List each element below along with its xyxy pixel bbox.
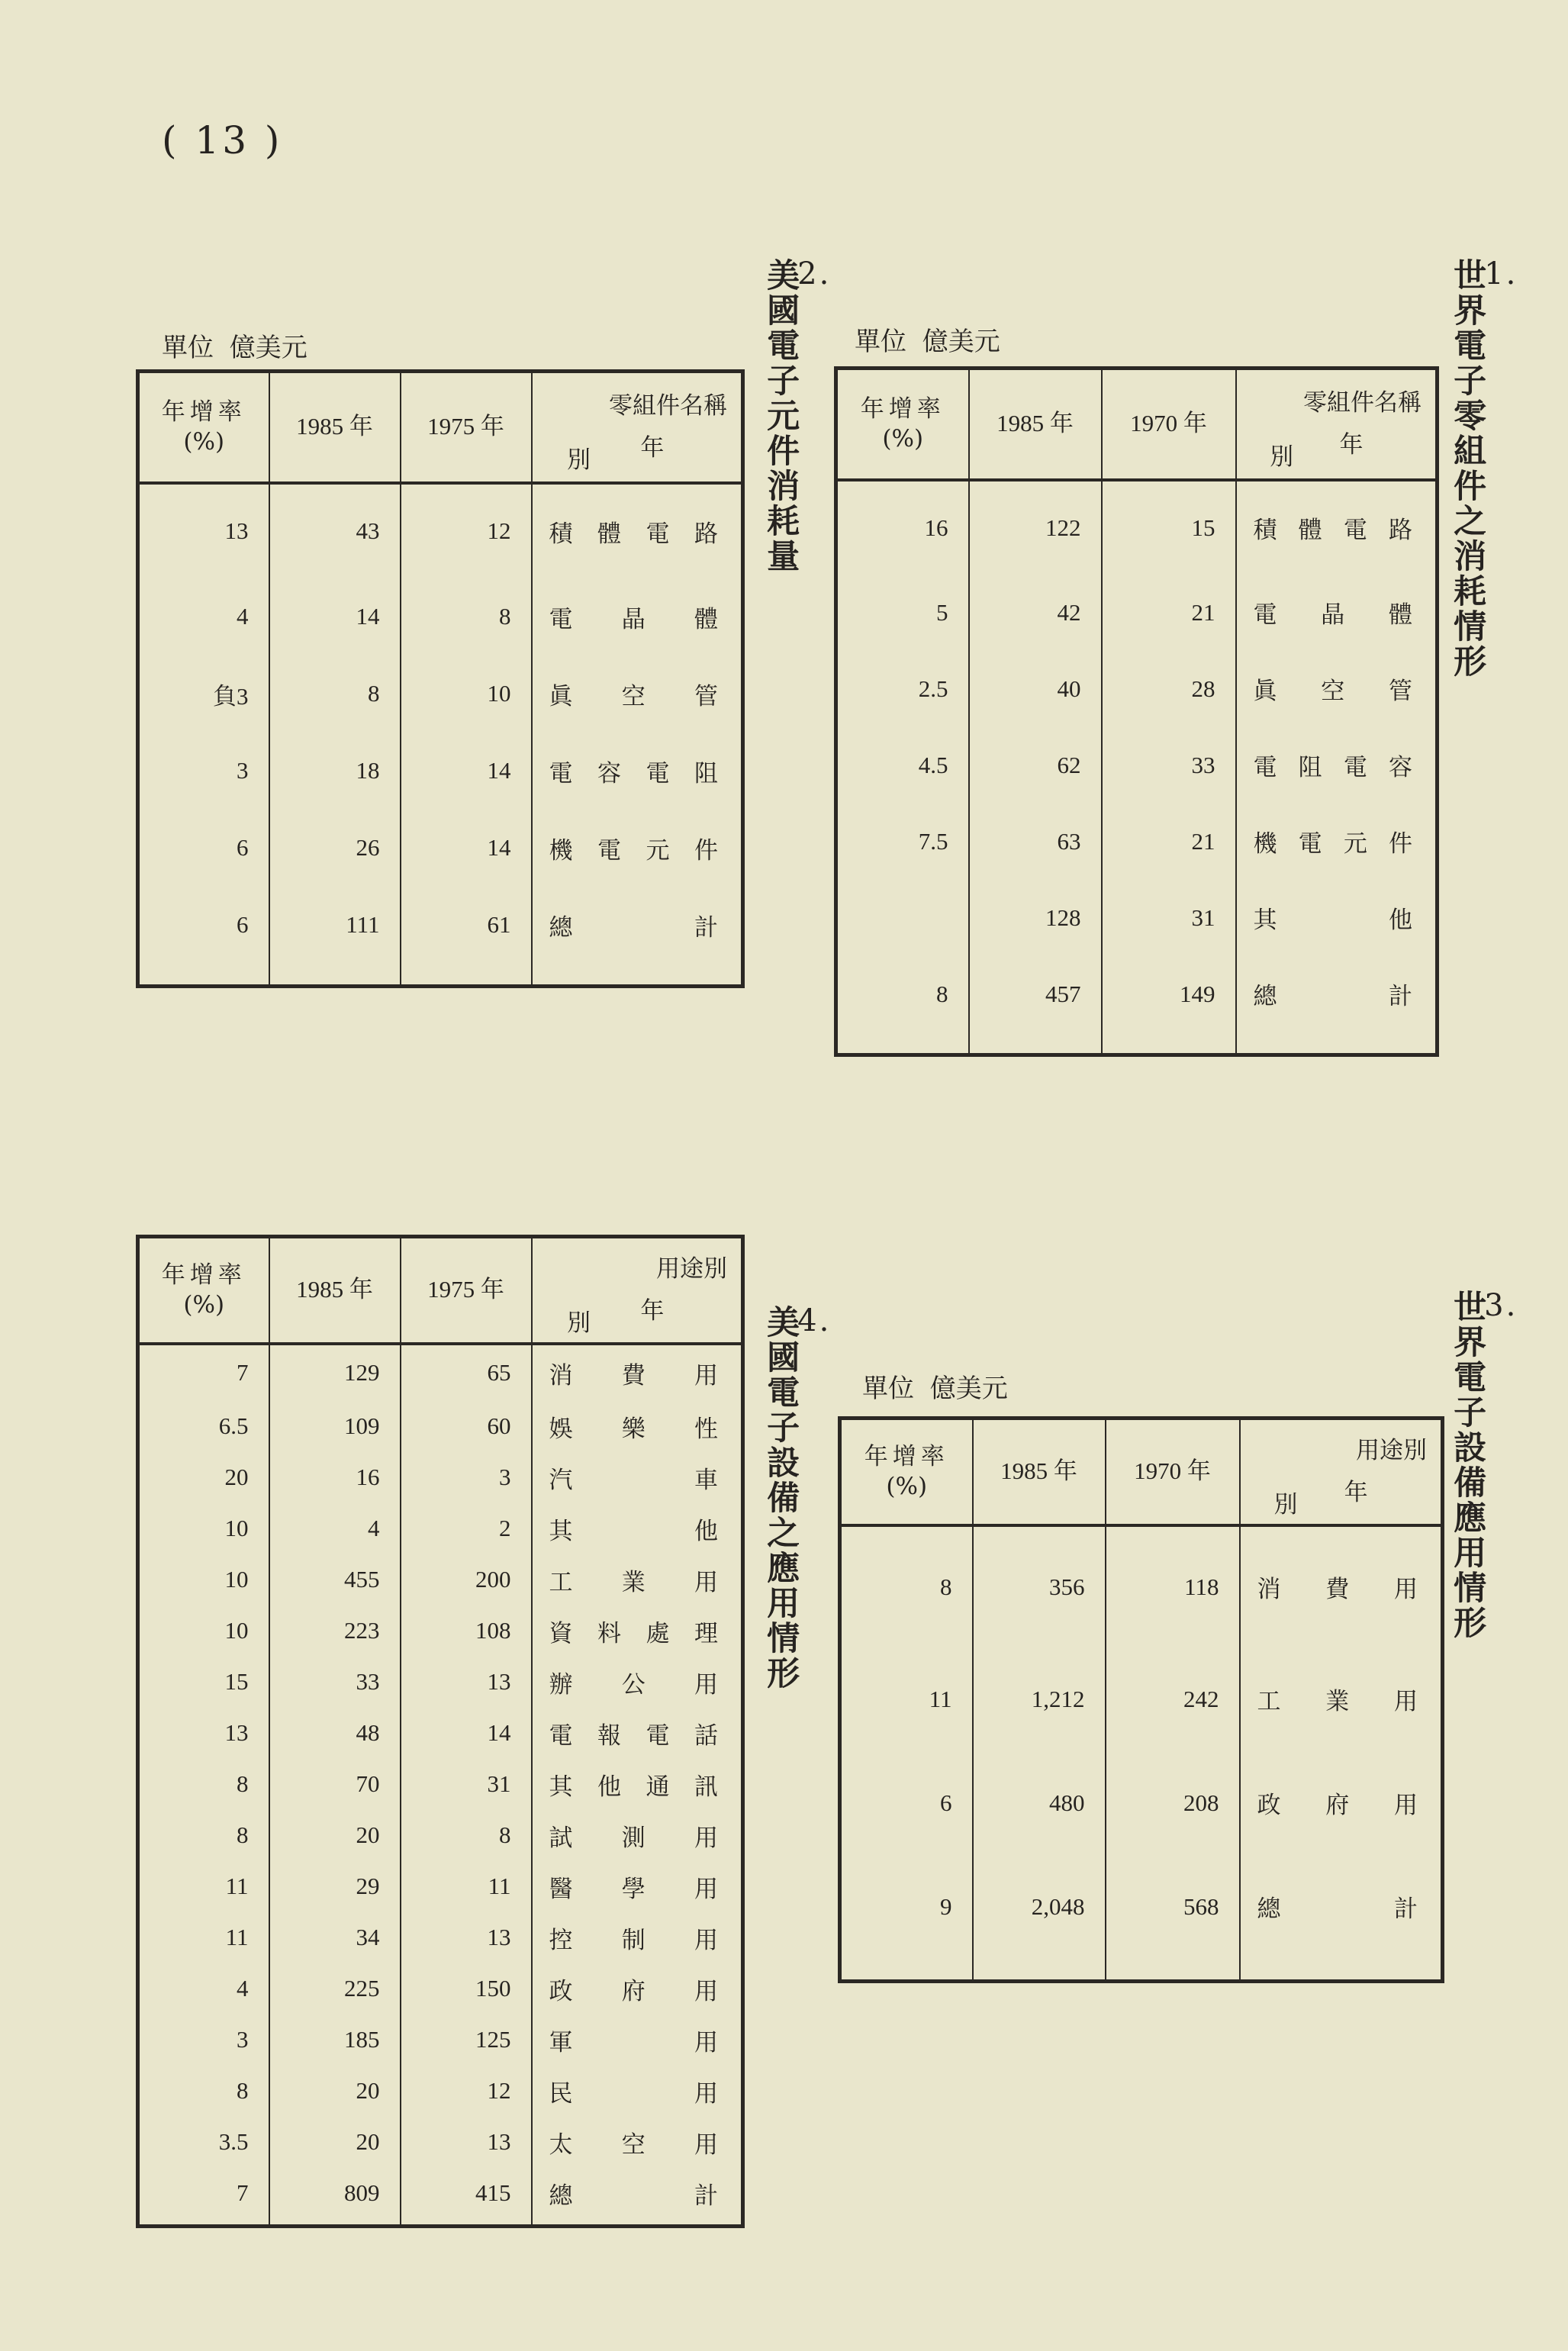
rate-header: 年增率 (%) (138, 1237, 269, 1344)
rate-cell: 16 (836, 480, 969, 575)
table-row (138, 1963, 743, 2014)
table-row (138, 1605, 743, 1657)
value-base-year-cell: 31 (401, 1759, 532, 1810)
empty-cell (269, 964, 401, 987)
name-cell: 軍用 (532, 2014, 743, 2066)
name-cell: 資料處理 (532, 1605, 743, 1657)
table-padding-row (138, 2219, 743, 2227)
year-1975-header: 1975 年 (401, 1237, 532, 1344)
section4-title: 4. 美國電子設備之應用情形 (761, 1303, 832, 1691)
section1-number: 1. (1484, 256, 1518, 291)
value-1985-cell: 122 (969, 480, 1102, 575)
section3-title: 3. 世界電子設備應用情形 (1448, 1288, 1518, 1641)
name-cell: 政府用 (532, 1963, 743, 2014)
name-cell: 總計 (1236, 956, 1438, 1032)
table-row (138, 1708, 743, 1759)
section4-rows (138, 1344, 743, 2227)
table-row (138, 1401, 743, 1452)
name-cell: 機電元件 (1236, 804, 1438, 880)
table-padding-row (836, 1032, 1438, 1055)
table-row (840, 1751, 1443, 1855)
empty-cell (836, 1032, 969, 1055)
rate-header: 年增率 (%) (840, 1419, 973, 1525)
name-cell: 消費用 (532, 1344, 743, 1401)
name-cell: 其他通訊 (532, 1759, 743, 1810)
value-1985-cell: 48 (269, 1708, 401, 1759)
name-cell: 總計 (532, 887, 743, 964)
value-base-year-cell: 8 (401, 578, 532, 655)
value-1985-cell: 129 (269, 1344, 401, 1401)
table-row (138, 2014, 743, 2066)
value-1985-cell: 16 (269, 1452, 401, 1503)
table-row (138, 655, 743, 733)
rate-header: 年增率 (%) (836, 369, 969, 480)
value-1985-cell: 14 (269, 578, 401, 655)
part-name-header: 年 別 零組件名稱 (1236, 369, 1438, 480)
value-base-year-cell: 61 (401, 887, 532, 964)
section1-title: 1. 世界電子零組件之消耗情形 (1448, 256, 1518, 679)
value-1985-cell: 29 (269, 1861, 401, 1912)
value-base-year-cell: 125 (401, 2014, 532, 2066)
value-1985-cell: 185 (269, 2014, 401, 2066)
name-cell: 其他 (1236, 880, 1438, 956)
table-row (138, 578, 743, 655)
value-1985-cell: 8 (269, 655, 401, 733)
table-row (138, 1452, 743, 1503)
name-cell: 積體電路 (532, 483, 743, 578)
year-1975-header: 1975 年 (401, 372, 532, 483)
name-cell: 民用 (532, 2066, 743, 2117)
rate-cell: 6 (840, 1751, 973, 1855)
value-1985-cell: 1,212 (973, 1647, 1106, 1751)
year-1985-header: 1985 年 (969, 369, 1102, 480)
rate-cell: 10 (138, 1503, 269, 1554)
section2-number: 2. (797, 256, 832, 291)
value-1985-cell: 34 (269, 1912, 401, 1963)
empty-cell (138, 2219, 269, 2227)
use-header: 年 別 用途別 (1240, 1419, 1443, 1525)
table-row (138, 1503, 743, 1554)
page-number: ( 13 ) (162, 118, 283, 163)
name-cell: 太空用 (532, 2117, 743, 2168)
value-1985-cell: 457 (969, 956, 1102, 1032)
section1-unit: 單位 億美元 (855, 327, 1000, 357)
name-cell: 試測用 (532, 1810, 743, 1861)
table-row (836, 480, 1438, 575)
rate-cell (836, 880, 969, 956)
name-cell: 工業用 (1240, 1647, 1443, 1751)
name-cell: 娛樂性 (532, 1401, 743, 1452)
table-row (138, 733, 743, 810)
rate-cell: 4 (138, 578, 269, 655)
value-base-year-cell: 568 (1106, 1855, 1240, 1959)
value-1985-cell: 111 (269, 887, 401, 964)
value-base-year-cell: 13 (401, 1657, 532, 1708)
table-row (138, 2066, 743, 2117)
value-1985-cell: 455 (269, 1554, 401, 1605)
value-1985-cell: 128 (969, 880, 1102, 956)
name-cell: 總計 (532, 2168, 743, 2219)
rate-cell: 15 (138, 1657, 269, 1708)
rate-cell: 11 (840, 1647, 973, 1751)
value-base-year-cell: 2 (401, 1503, 532, 1554)
value-1985-cell: 223 (269, 1605, 401, 1657)
empty-cell (1102, 1032, 1236, 1055)
value-1985-cell: 225 (269, 1963, 401, 2014)
value-base-year-cell: 12 (401, 2066, 532, 2117)
value-base-year-cell: 14 (401, 1708, 532, 1759)
value-base-year-cell: 242 (1106, 1647, 1240, 1751)
table-row (138, 1810, 743, 1861)
rate-cell: 3 (138, 2014, 269, 2066)
table-row (836, 651, 1438, 727)
table-row (836, 575, 1438, 651)
value-base-year-cell: 149 (1102, 956, 1236, 1032)
rate-cell: 11 (138, 1861, 269, 1912)
section4-number: 4. (797, 1303, 832, 1338)
table-row (138, 2117, 743, 2168)
section2-rows (138, 483, 743, 987)
rate-cell: 10 (138, 1554, 269, 1605)
value-base-year-cell: 12 (401, 483, 532, 578)
rate-cell: 6 (138, 887, 269, 964)
name-cell: 眞空管 (532, 655, 743, 733)
value-base-year-cell: 208 (1106, 1751, 1240, 1855)
table-row (138, 2168, 743, 2219)
table-padding-row (840, 1959, 1443, 1982)
table-row (836, 956, 1438, 1032)
rate-cell: 13 (138, 1708, 269, 1759)
value-base-year-cell: 13 (401, 2117, 532, 2168)
name-cell: 汽車 (532, 1452, 743, 1503)
empty-cell (532, 964, 743, 987)
value-1985-cell: 40 (969, 651, 1102, 727)
value-base-year-cell: 21 (1102, 575, 1236, 651)
value-base-year-cell: 200 (401, 1554, 532, 1605)
name-cell: 積體電路 (1236, 480, 1438, 575)
value-base-year-cell: 10 (401, 655, 532, 733)
value-1985-cell: 20 (269, 2066, 401, 2117)
table-row (836, 727, 1438, 804)
value-1985-cell: 43 (269, 483, 401, 578)
year-1985-header: 1985 年 (269, 372, 401, 483)
table-row (138, 1912, 743, 1963)
section3-rows (840, 1525, 1443, 1982)
value-1985-cell: 18 (269, 733, 401, 810)
table-row (138, 1344, 743, 1401)
table-row (138, 810, 743, 887)
rate-cell: 8 (138, 1759, 269, 1810)
rate-cell: 8 (138, 1810, 269, 1861)
year-1970-header: 1970 年 (1102, 369, 1236, 480)
name-cell: 政府用 (1240, 1751, 1443, 1855)
use-header: 年 別 用途別 (532, 1237, 743, 1344)
table-row (840, 1855, 1443, 1959)
value-base-year-cell: 118 (1106, 1525, 1240, 1647)
section4-table (136, 1235, 745, 2228)
value-1985-cell: 480 (973, 1751, 1106, 1855)
empty-cell (840, 1959, 973, 1982)
section2-table (136, 369, 745, 988)
empty-cell (401, 2219, 532, 2227)
value-1985-cell: 70 (269, 1759, 401, 1810)
table-row (840, 1647, 1443, 1751)
table-row (138, 1554, 743, 1605)
rate-cell: 7 (138, 2168, 269, 2219)
table-row (138, 887, 743, 964)
value-1985-cell: 26 (269, 810, 401, 887)
value-1985-cell: 20 (269, 2117, 401, 2168)
rate-cell: 10 (138, 1605, 269, 1657)
year-1970-header: 1970 年 (1106, 1419, 1240, 1525)
value-base-year-cell: 8 (401, 1810, 532, 1861)
empty-cell (969, 1032, 1102, 1055)
empty-cell (1240, 1959, 1443, 1982)
name-cell: 消費用 (1240, 1525, 1443, 1647)
empty-cell (1236, 1032, 1438, 1055)
empty-cell (532, 2219, 743, 2227)
rate-cell: 11 (138, 1912, 269, 1963)
value-1985-cell: 809 (269, 2168, 401, 2219)
rate-cell: 5 (836, 575, 969, 651)
name-cell: 其他 (532, 1503, 743, 1554)
empty-cell (973, 1959, 1106, 1982)
section2-unit: 單位 億美元 (162, 333, 307, 363)
rate-cell: 負3 (138, 655, 269, 733)
rate-cell: 6.5 (138, 1401, 269, 1452)
name-cell: 總計 (1240, 1855, 1443, 1959)
empty-cell (138, 964, 269, 987)
value-base-year-cell: 11 (401, 1861, 532, 1912)
value-base-year-cell: 150 (401, 1963, 532, 2014)
value-base-year-cell: 3 (401, 1452, 532, 1503)
table-row (840, 1525, 1443, 1647)
name-cell: 機電元件 (532, 810, 743, 887)
rate-cell: 8 (836, 956, 969, 1032)
name-cell: 電阻電容 (1236, 727, 1438, 804)
year-1985-header: 1985 年 (269, 1237, 401, 1344)
rate-cell: 4.5 (836, 727, 969, 804)
value-base-year-cell: 31 (1102, 880, 1236, 956)
value-base-year-cell: 60 (401, 1401, 532, 1452)
name-cell: 眞空管 (1236, 651, 1438, 727)
value-1985-cell: 62 (969, 727, 1102, 804)
name-cell: 電晶體 (1236, 575, 1438, 651)
rate-cell: 8 (840, 1525, 973, 1647)
rate-cell: 6 (138, 810, 269, 887)
section1-table (834, 366, 1439, 1057)
rate-cell: 9 (840, 1855, 973, 1959)
rate-cell: 20 (138, 1452, 269, 1503)
value-1985-cell: 42 (969, 575, 1102, 651)
value-base-year-cell: 14 (401, 733, 532, 810)
name-cell: 醫學用 (532, 1861, 743, 1912)
rate-cell: 7.5 (836, 804, 969, 880)
value-base-year-cell: 415 (401, 2168, 532, 2219)
value-1985-cell: 33 (269, 1657, 401, 1708)
value-base-year-cell: 21 (1102, 804, 1236, 880)
section1-rows (836, 480, 1438, 1055)
empty-cell (1106, 1959, 1240, 1982)
value-base-year-cell: 13 (401, 1912, 532, 1963)
name-cell: 工業用 (532, 1554, 743, 1605)
value-1985-cell: 2,048 (973, 1855, 1106, 1959)
empty-cell (401, 964, 532, 987)
name-cell: 辦公用 (532, 1657, 743, 1708)
year-1985-header: 1985 年 (973, 1419, 1106, 1525)
value-base-year-cell: 15 (1102, 480, 1236, 575)
table-row (138, 1657, 743, 1708)
name-cell: 控制用 (532, 1912, 743, 1963)
value-1985-cell: 109 (269, 1401, 401, 1452)
name-cell: 電容電阻 (532, 733, 743, 810)
rate-cell: 3 (138, 733, 269, 810)
part-name-header: 年 別 零組件名稱 (532, 372, 743, 483)
table-row (836, 880, 1438, 956)
rate-cell: 2.5 (836, 651, 969, 727)
value-base-year-cell: 28 (1102, 651, 1236, 727)
value-base-year-cell: 108 (401, 1605, 532, 1657)
rate-cell: 7 (138, 1344, 269, 1401)
value-1985-cell: 63 (969, 804, 1102, 880)
value-base-year-cell: 33 (1102, 727, 1236, 804)
rate-header: 年增率 (%) (138, 372, 269, 483)
table-row (138, 1759, 743, 1810)
rate-cell: 4 (138, 1963, 269, 2014)
empty-cell (269, 2219, 401, 2227)
rate-cell: 3.5 (138, 2117, 269, 2168)
table-row (836, 804, 1438, 880)
rate-cell: 13 (138, 483, 269, 578)
value-1985-cell: 356 (973, 1525, 1106, 1647)
section3-unit: 單位 億美元 (862, 1374, 1008, 1404)
table-row (138, 483, 743, 578)
section3-number: 3. (1484, 1288, 1518, 1323)
table-row (138, 1861, 743, 1912)
rate-cell: 8 (138, 2066, 269, 2117)
value-base-year-cell: 14 (401, 810, 532, 887)
section3-table (838, 1416, 1444, 1983)
name-cell: 電報電話 (532, 1708, 743, 1759)
value-1985-cell: 20 (269, 1810, 401, 1861)
name-cell: 電晶體 (532, 578, 743, 655)
table-padding-row (138, 964, 743, 987)
value-1985-cell: 4 (269, 1503, 401, 1554)
section2-title: 2. 美國電子元件消耗量 (761, 256, 832, 574)
value-base-year-cell: 65 (401, 1344, 532, 1401)
